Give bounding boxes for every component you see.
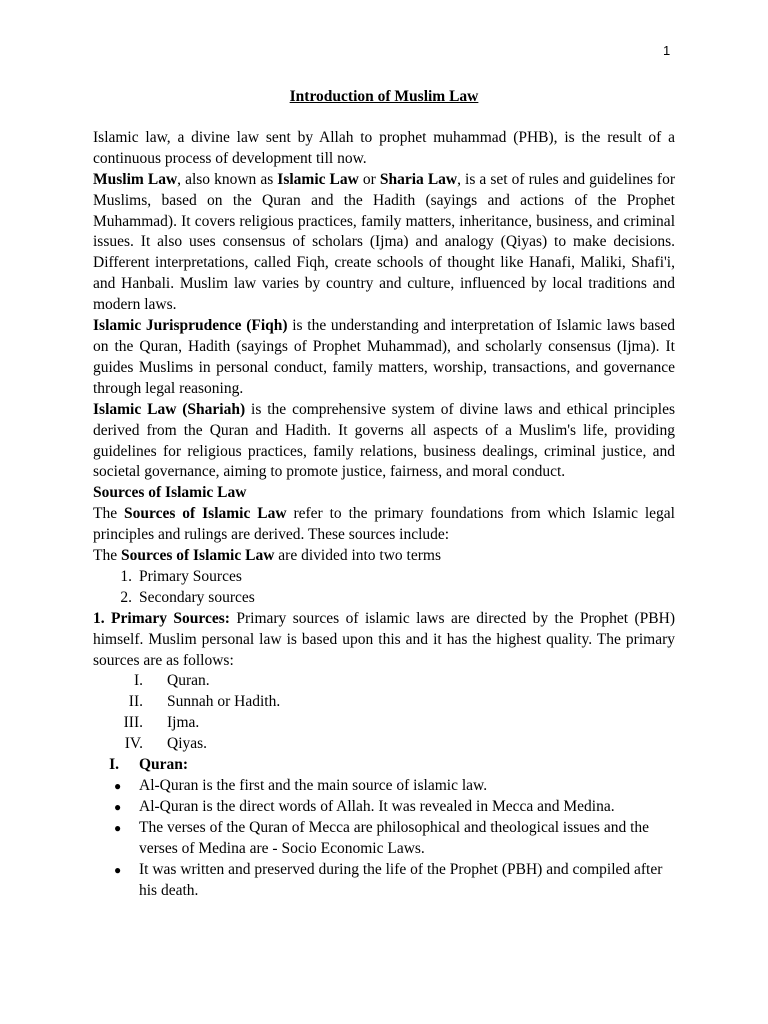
quran-points-list	[93, 776, 675, 901]
term-primary-sources: 1. Primary Sources:	[93, 609, 230, 627]
bullet-icon: ●	[114, 779, 122, 793]
term-sources: Sources of Islamic Law	[124, 505, 287, 523]
fiqh-paragraph: Islamic Jurisprudence (Fiqh) is the understanding and interpretation of Islamic laws based on the Quran, Hadith (sayings of Prophet Muhammad), and scholarly consensus (Ijma). It guides Muslims in personal conduct, family matters, worship, transactions, and governance through legal reasoning.	[93, 317, 675, 397]
list-item: 1. Primary Sources	[120, 567, 242, 585]
list-item: I. Quran.	[133, 672, 210, 690]
primary-sources-paragraph: 1. Primary Sources: Primary sources of islamic laws are directed by the Prophet (PBH) himself. Muslim personal law is based upon this and it has the highest quality. The primary sources are as follows:	[93, 609, 675, 669]
sources-division-paragraph: The Sources of Islamic Law are divided into two terms	[93, 547, 441, 565]
term-islamic-law: Islamic Law	[277, 170, 359, 188]
muslim-law-paragraph: Muslim Law, also known as Islamic Law or Sharia Law, is a set of rules and guidelines for Muslims, based on the Quran and the Hadith (sayings and actions of the Prophet Muhammad). It covers religious practices, family matters, inheritance, business, and criminal issues. It also uses consensus of scholars (Ijma) and analogy (Qiyas) to make decisions. Different interpretations, called Fiqh, create schools of thought like Hanafi, Maliki, Shafi'i, and Hanbali. Muslim law varies by country and culture, influenced by local traditions and modern laws.	[93, 170, 675, 314]
list-item: 2. Secondary sources	[120, 588, 255, 606]
intro-paragraph: Islamic law, a divine law sent by Allah to prophet muhammad (PHB), is the result of a continuous process of development till now.	[93, 128, 675, 167]
source-types-list	[93, 567, 675, 609]
page-number: 1	[663, 43, 671, 58]
document-title: Introduction of Muslim Law	[289, 88, 479, 105]
primary-sources-list	[93, 671, 675, 755]
list-item: ● Al-Quran is the first and the main source of islamic law.	[93, 776, 675, 797]
quran-heading: I. Quran:	[109, 756, 189, 774]
document-body	[93, 87, 675, 901]
list-item: ● Al-Quran is the direct words of Allah. It was revealed in Mecca and Medina.	[93, 797, 675, 818]
bullet-icon: ●	[114, 820, 122, 835]
bullet-icon: ●	[114, 799, 122, 814]
term-muslim-law: Muslim Law	[93, 170, 178, 188]
term-sources: Sources of Islamic Law	[120, 547, 275, 565]
term-sharia-law: Sharia Law	[379, 170, 458, 188]
list-item: ● It was written and preserved during the life of the Prophet (PBH) and compiled after his death.	[114, 860, 663, 899]
list-item: ● The verses of the Quran of Mecca are philosophical and theological issues and the verses of Medina are - Socio Economic Laws.	[114, 818, 650, 857]
list-item: III. Ijma.	[123, 714, 200, 732]
term-shariah: Islamic Law (Shariah)	[93, 400, 246, 418]
list-item: II. Sunnah or Hadith.	[128, 693, 281, 711]
shariah-paragraph: Islamic Law (Shariah) is the comprehensive system of divine laws and ethical principles derived from the Quran and Hadith. It governs all aspects of a Muslim's life, providing guidelines for religious practices, family relations, business dealings, criminal justice, and societal governance, aiming to promote justice, fairness, and moral conduct.	[93, 400, 675, 481]
sources-paragraph: The Sources of Islamic Law refer to the primary foundations from which Islamic legal principles and rulings are derived. These sources include:	[93, 505, 675, 544]
sources-heading: Sources of Islamic Law	[93, 484, 247, 502]
bullet-icon: ●	[114, 862, 122, 877]
term-fiqh: Islamic Jurisprudence (Fiqh)	[93, 317, 288, 335]
list-item: IV. Qiyas.	[124, 735, 208, 753]
